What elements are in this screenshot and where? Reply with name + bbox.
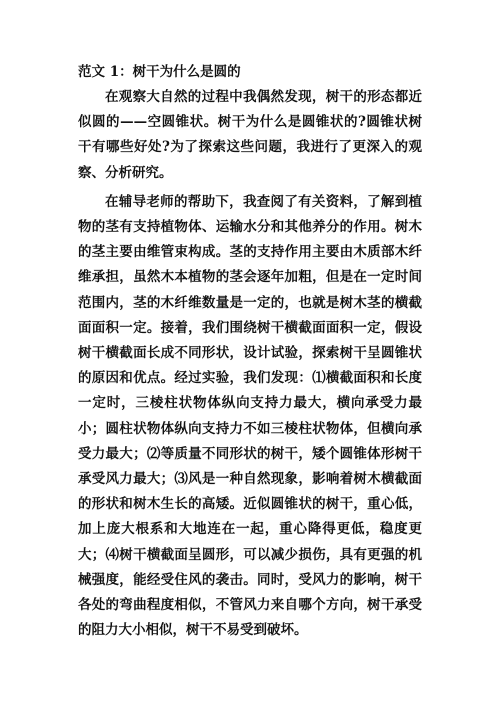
document-body bbox=[78, 62, 422, 643]
document-title: 范文 1：树干为什么是圆的 bbox=[78, 64, 241, 80]
paragraph-intro: 在观察大自然的过程中我偶然发现，树干的形态都近似圆的——空圆锥状。树干为什么是圆锥状的?圆锥状树干有哪些好处?为了探索这些问题，我进行了更深入的观察、分析研究。 bbox=[78, 89, 422, 181]
paragraph-research: 在辅导老师的帮助下，我查阅了有关资料，了解到植物的茎有支持植物体、运输水分和其他养分的作用。树木的茎主要由维管束构成。茎的支持作用主要由木质部木纤维承担，虽然木本植物的茎会逐年加粗，但是在一定时间范围内，茎的木纤维数量是一定的，也就是树木茎的横截面面积一定。接着，我们围绕树干横截面面积一定，假设树干横截面长成不同形状，设计试验，探索树干呈圆锥状的原因和优点。经过实验，我们发现：⑴横截面积和长度一定时，三棱柱状物体纵向支持力最大，横向承受力最小；圆柱状物体纵向支持力不如三棱柱状物体，但横向承受力最大；⑵等质量不同形状的树干，矮个圆锥体形树干承受风力最大；⑶风是一种自然现象，影响着树木横截面的形状和树木生长的高矮。近似圆锥状的树干，重心低，加上庞大根系和大地连在一起，重心降得更低，稳度更大；⑷树干横截面呈圆形，可以减少损伤，具有更强的机械强度，能经受住风的袭击。同时，受风力的影响，树干各处的弯曲程度相似，不管风力来自哪个方向，树干承受的阻力大小相似，树干不易受到破坏。 bbox=[78, 193, 422, 639]
